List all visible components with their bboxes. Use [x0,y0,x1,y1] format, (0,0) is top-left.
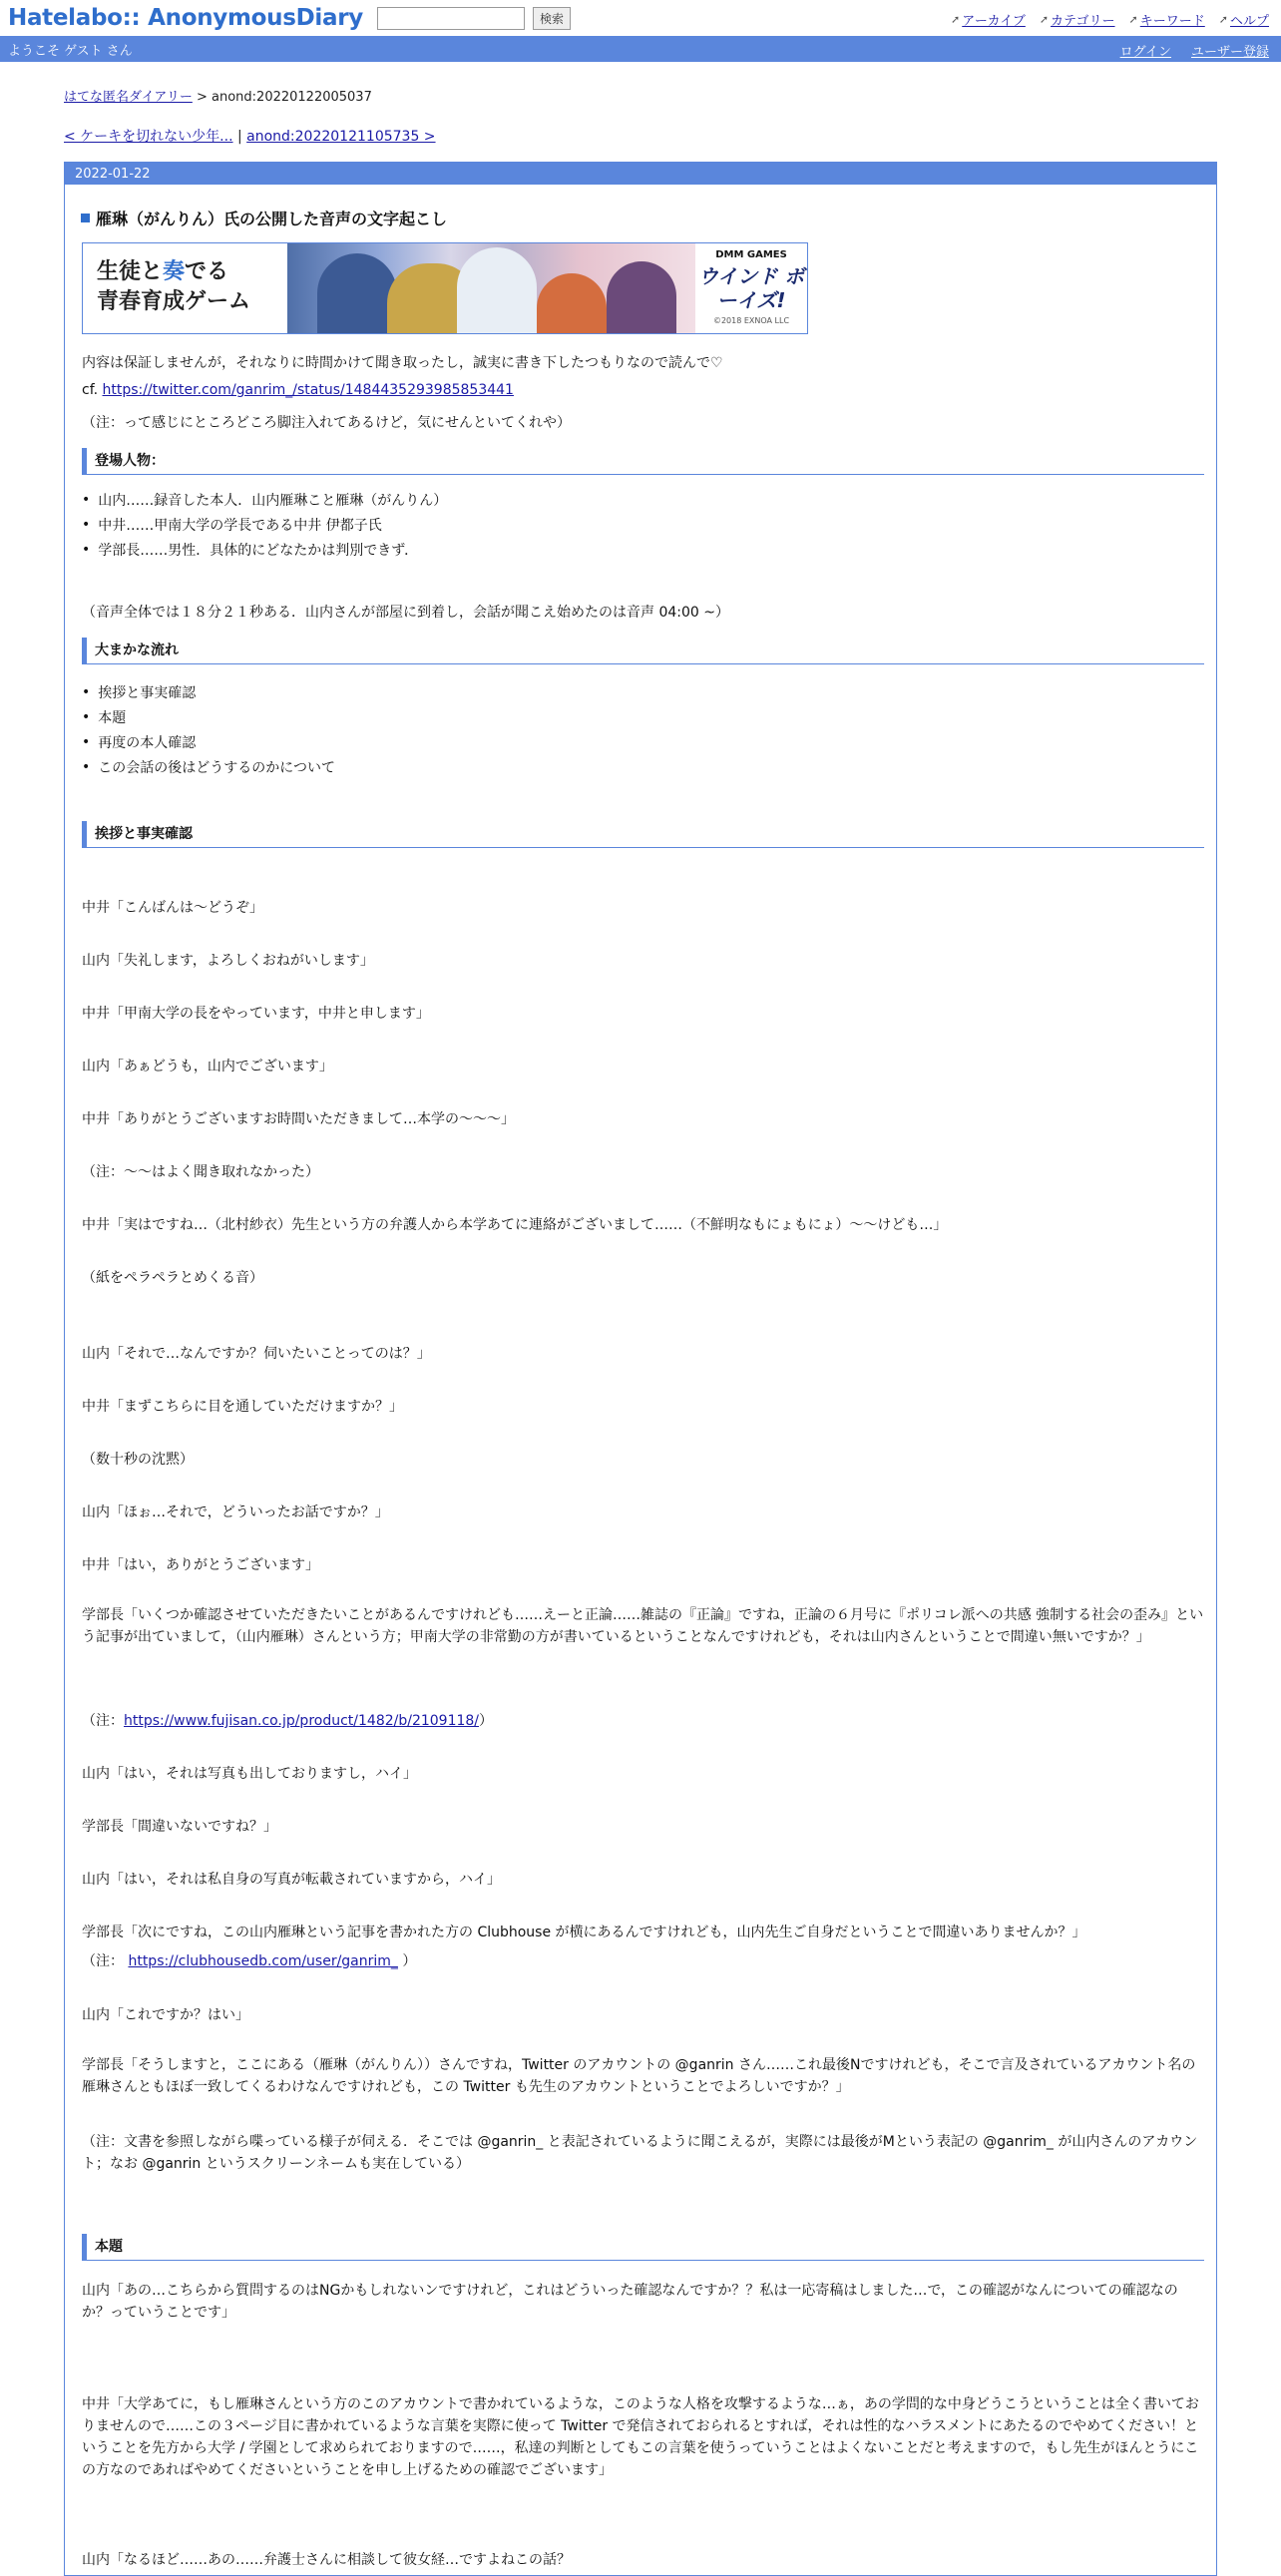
dialogue-line: 学部長「次にですね，この山内雁琳という記事を書かれた方の Clubhouse が横にあるんですけれども，山内先生ご自身だということで間違いありませんか？」 [82,1925,1086,1940]
entry-title [81,207,447,229]
arrow-icon: ➚ [1039,13,1050,26]
list-item: • 学部長……男性．具体的にどなたかは判別できず． [82,537,447,562]
note: （注：文書を参照しながら喋っている様子が伺える．そこでは @ganrin_ と表記されているように聞こえるが，実際には最後がMという表記の @ganrim_ が山内さんのアカウント；なお @ganrin というスクリーンネームも実在している） [82,2134,1198,2172]
nav-archive[interactable] [951,10,1026,29]
note [82,1710,493,1730]
register-link[interactable]: ユーザー登録 [1190,45,1269,60]
people-list [82,487,447,562]
entry-title-text: 雁琳（がんりん）氏の公開した音声の文字起こし [96,210,448,228]
day-date: 2022-01-22 [65,163,1216,185]
nav-keyword-link[interactable]: キーワード [1139,14,1205,29]
dialogue-line: 山内「はい，それは私自身の写真が転載されていますから，ハイ」 [82,1872,501,1888]
dialogue-line: 山内「あぁどうも，山内でございます」 [82,1059,333,1074]
note-prefix: （注： [82,1953,129,1969]
character-figure [537,273,607,333]
note: （紙をペラペラとめくる音） [82,1270,263,1286]
fujisan-link[interactable]: https://www.fujisan.co.jp/product/1482/b/2109118/ [124,1713,480,1729]
dialogue-paragraph: 学部長「いくつか確認させていただきたいことがあるんですけれども……えーと正論……雑誌の『正論』ですね，正論の６月号に『ポリコレ派への共感 強制する社会の歪み』という記事が出ていまして，（山内雁琳）さんという方；甲南大学の非常勤の方が書いているということなんですけれども，それは山内さんということで間違い無いですか？」 [82,1607,1204,1645]
paragraph: 内容は保証しませんが，それなりに時間かけて聞き取ったし，誠実に書き下したつもりなので読んで♡ [82,355,723,371]
dialogue-paragraph: 中井「大学あてに，もし雁琳さんという方のこのアカウントで書かれているような，このような人格を攻撃するような…ぁ，あの学問的な中身どうこうということは全く書いておりませんので……この３ページ目に書かれているような言葉を実際に使って Twitter で発信されておられるとすれば，それは性的なハラスメントにあたるのでやめてください！ということを先方から大学 / 学園として求められておりますので……，私達の判断としてもこの言葉を使うっていうことはよくないことだと考えますので，もし先生がほんとうにこの方なのであればやめてくださいということを申し上げるための確認でございます」 [82,2396,1199,2478]
welcome-text: ようこそ ゲスト さん [8,43,133,59]
dialogue-line: 中井「はい，ありがとうございます」 [82,1557,319,1573]
pager-separator: | [232,129,247,145]
arrow-icon: ➚ [951,13,961,26]
character-figure [317,253,397,333]
list-item: • 中井……甲南大学の学長である中井 伊都子氏 [82,512,447,537]
dialogue-paragraph: 山内「あの…こちらから質問するのはNGかもしれないンですけれど，これはどういった確認なんですか？？私は一応寄稿はしました…で，この確認がなんについての確認なのか？っていうことです」 [82,2283,1178,2321]
dialogue-line: 山内「失礼します，よろしくおねがいします」 [82,953,374,969]
banner-copyright: ©2018 EXNOA LLC [712,316,790,325]
prev-entry-link[interactable]: < ケーキを切れない少年... [64,129,233,145]
login-link[interactable]: ログイン [1119,45,1171,60]
nav-keyword[interactable] [1129,10,1205,29]
search-button[interactable]: 検索 [533,7,571,30]
note-prefix: （注： [82,1713,124,1729]
banner-text: 青春育成ゲーム [97,289,251,314]
note: （数十秒の沈黙） [82,1452,194,1468]
clubhouse-link[interactable]: https://clubhousedb.com/user/ganrim_ [128,1953,398,1969]
arrow-icon: ➚ [1128,13,1138,26]
banner-game-logo: ウインド ボーイズ! [697,264,805,312]
note-suffix: ） [397,1953,417,1969]
nav-category-link[interactable]: カテゴリー [1051,14,1115,29]
list-item: • 山内……録音した本人．山内雁琳こと雁琳（がんりん） [82,487,447,512]
list-item: • この会話の後はどうするのかについて [82,754,335,779]
section-heading: 登場人物： [82,448,1204,475]
note-suffix: ） [479,1713,494,1729]
dialogue-line: 中井「ありがとうございますお時間いただきまして…本学の～～～」 [82,1111,515,1127]
character-figure [457,247,537,333]
note: （注：～～はよく聞き取れなかった） [82,1164,319,1180]
next-entry-link[interactable]: anond:20220121105735 > [246,129,436,145]
section-heading: 挨拶と事実確認 [82,821,1204,848]
dialogue-line: 山内「ほぉ…それで，どういったお話ですか？」 [82,1504,389,1520]
note: （音声全体では１８分２１秒ある．山内さんが部屋に到着し，会話が聞こえ始めたのは音声 04:00 ~） [82,605,729,621]
banner-brand-name: DMM GAMES [715,249,787,260]
banner-artwork [287,243,695,333]
ad-banner[interactable] [82,242,808,334]
banner-text: 生徒と [97,259,164,284]
account-links [1120,41,1269,60]
character-figure [607,261,676,333]
breadcrumb-root[interactable]: はてな匿名ダイアリー [64,90,193,105]
top-nav [951,10,1269,29]
welcome-bar [0,36,1281,62]
section-heading: 本題 [82,2234,1204,2261]
nav-help[interactable] [1219,10,1269,29]
arrow-icon: ➚ [1218,13,1228,26]
list-item: • 挨拶と事実確認 [82,679,335,704]
day-section [64,162,1217,2576]
dialogue-line: 山内「これですか？はい」 [82,2007,249,2023]
entry-marker-icon[interactable] [81,214,90,222]
cf-line [82,382,514,398]
banner-copy [83,243,287,333]
nav-archive-link[interactable]: アーカイブ [962,14,1026,29]
note: （注：って感じにところどころ脚注入れてあるけど，気にせんといてくれや） [82,415,571,431]
list-item: • 再度の本人確認 [82,729,335,754]
breadcrumb-current: anond:20220122005037 [212,90,372,105]
nav-help-link[interactable]: ヘルプ [1229,14,1269,29]
flow-list [82,679,335,779]
banner-highlight: 奏 [163,259,186,284]
section-heading: 大まかな流れ [82,638,1204,664]
cf-label: cf. [82,382,103,398]
dialogue-line: 山内「それで…なんですか？伺いたいことってのは？」 [82,1346,431,1362]
cf-link[interactable]: https://twitter.com/ganrim_/status/1484435293985853441 [102,382,514,398]
breadcrumb-separator: > [192,90,213,105]
banner-text: でる [185,259,229,284]
dialogue-line: 中井「甲南大学の長をやっています，中井と申します」 [82,1006,430,1022]
note [82,1950,416,1970]
dialogue-line: 山内「なるほど……あの……弁護士さんに相談して彼女経…ですよねこの話？ [82,2552,571,2568]
top-bar [0,0,1281,36]
banner-brand [695,243,807,333]
entry-pager [64,126,436,146]
dialogue-paragraph: 学部長「そうしますと，ここにある（雁琳（がんりん））さんですね，Twitter のアカウントの @ganrin さん……これ最後Nですけれども，そこで言及されているアカウント名の雁琳さんともほぼ一致してくるわけなんですけれども，この Twitter も先生のアカウントということでよろしいですか？」 [82,2057,1196,2095]
dialogue-line: 中井「実はですね…（北村紗衣）先生という方の弁護人から本学あてに連絡がございまして……（不鮮明なもにょもにょ）～～けども…」 [82,1217,948,1233]
nav-category[interactable] [1040,10,1115,29]
dialogue-line: 学部長「間違いないですね？」 [82,1819,277,1835]
dialogue-line: 中井「こんばんは～どうぞ」 [82,900,263,916]
site-logo[interactable]: Hatelabo:: AnonymousDiary [8,5,363,31]
breadcrumb [64,86,372,105]
list-item: • 本題 [82,704,335,729]
search-input[interactable] [377,7,525,30]
dialogue-line: 中井「まずこちらに目を通していただけますか？」 [82,1399,403,1415]
dialogue-line: 山内「はい，それは写真も出しておりますし，ハイ」 [82,1766,417,1782]
